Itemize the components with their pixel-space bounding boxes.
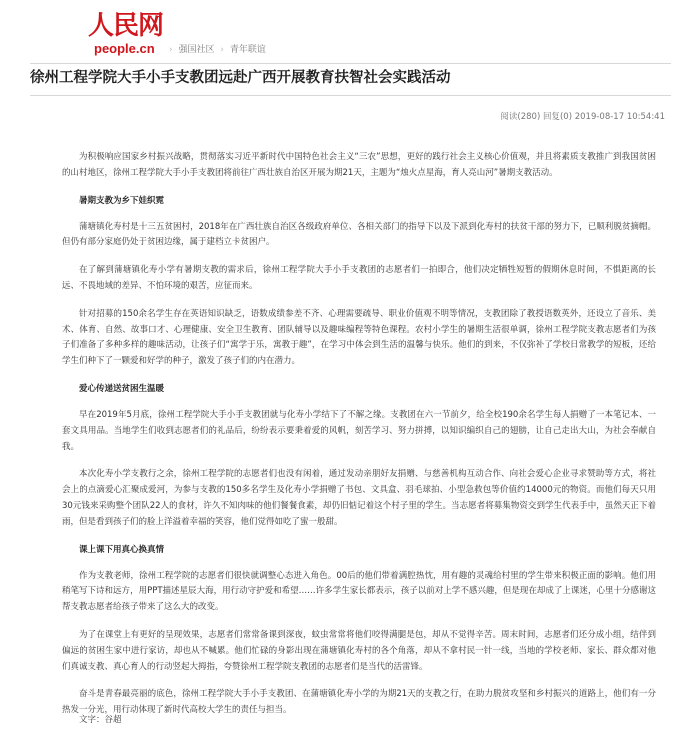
title-divider bbox=[30, 95, 671, 96]
article-paragraph: 早在2019年5月底，徐州工程学院大手小手支教团就与化寿小学结下了不解之缘。支教团在六一节前夕，给全校190余名学生每人捐赠了一本笔记本、一套文具用品。当地学生们收到志愿者们的礼品后，纷纷表示要秉着爱的风帆，刻苦学习、努力拼搏，以知识编织自己的翅膀，让自己走出大山，为社会奉献自我。 bbox=[62, 409, 656, 452]
logo-english-text: people.cn bbox=[94, 41, 155, 56]
site-header bbox=[0, 0, 699, 62]
breadcrumb-item-board[interactable]: 青年联谊 bbox=[229, 45, 266, 55]
article-footer bbox=[62, 713, 656, 727]
breadcrumb-separator-icon: › bbox=[220, 45, 224, 55]
article-meta: 阅读(280) 回复(0) 2019-08-17 10:54:41 bbox=[500, 112, 665, 122]
article-paragraph: 针对招募的150余名学生存在英语知识缺乏，语数成绩参差不齐、心理需要疏导、职业价值观不明等情况，支教团除了教授语数英外，还设立了音乐、美术、体育、自然、故事口才、心理健康、安全卫生教育、团队辅导以及趣味编程等特色课程。农村小学生的暑期生活很单调，徐州工程学院支教志愿者们为孩子们准备了多种多样的趣味活动，让孩子们“寓学于乐，寓教于趣”，在学习中体会到生活的温馨与快乐。他们的到来，不仅弥补了学校日常教学的短板，还给学生们种下了一颗爱和好学的种子，激发了孩子们的内在潜力。 bbox=[62, 308, 656, 367]
section-heading: 暑期支教为乡下娃织霓 bbox=[79, 195, 165, 206]
article-paragraph: 本次化寿小学支教行之余，徐州工程学院的志愿者们也没有闲着，通过发动亲朋好友捐赠、与慈善机构互动合作、向社会爱心企业寻求赞助等方式，将社会上的点滴爱心汇聚成爱河，为参与支教的150多名学生及化寿小学捐赠了书包、文具盒、羽毛球拍、小型急救包等价值约14000元的物资。而他们每天只用30元钱来采购整个团队22人的食材，许久不知肉味的他们餐餐食素，却仍旧惦记着这个村子里的学生。当志愿者将募集物资交到学生代表手中，虽然天正下着雨，但是看到孩子们的脸上洋溢着幸福的笑容，他们觉得如吃了蜜一般甜。 bbox=[62, 469, 656, 527]
article-paragraph: 奋斗是青春最亮丽的底色，徐州工程学院大手小手支教团、在蒲塘镇化寿小学的为期21天的支教之行，在助力脱贫攻坚和乡村振兴的道路上，他们有一分热发一分光，用行动体现了新时代高校大学生的责任与担当。 bbox=[62, 689, 656, 716]
article-title: 徐州工程学院大手小手支教团远赴广西开展教育扶智社会实践活动 bbox=[30, 70, 451, 86]
article-paragraph: 作为支教老师，徐州工程学院的志愿者们很快就调整心态进入角色。00后的他们带着满腔热忱，用有趣的灵魂给村里的学生带来积极正面的影响。他们用稍笔写下诗和远方，用PPT描述星辰大海，用行动守护爱和希望……许多学生家长都表示，孩子以前对上学不感兴趣，但是现在却成了上课迷，心里十分感谢这帮支教志愿者给孩子带来了这么大的改变。 bbox=[62, 570, 656, 613]
article-paragraph: 在了解到蒲塘镇化寿小学有暑期支教的需求后，徐州工程学院大手小手支教团的志愿者们一拍即合，他们决定牺牲短暂的假期休息时间，不惧距离的长远、不畏地域的差异、不怕环境的艰苦，应征而来。 bbox=[62, 265, 656, 291]
article-body bbox=[62, 150, 656, 731]
article-paragraph: 蒲塘镇化寿村是十三五贫困村，2018年在广西壮族自治区各级政府单位、各相关部门的指导下以及下派到化寿村的扶贫干部的努力下，已顺利脱贫摘帽。但仍有部分家庭仍处于贫困边缘，属于建档立卡贫困户。 bbox=[62, 221, 656, 248]
article-author: 文字：谷超 bbox=[79, 715, 122, 725]
section-heading: 课上课下用真心换真情 bbox=[79, 544, 165, 555]
section-heading: 爱心传递送贫困生温暖 bbox=[79, 383, 165, 394]
breadcrumb bbox=[169, 44, 269, 56]
logo-chinese-text: 人民网 bbox=[88, 11, 164, 41]
breadcrumb-item-forum[interactable]: 强国社区 bbox=[178, 45, 215, 55]
article-paragraph: 为了在课堂上有更好的呈现效果，志愿者们常常备课到深夜，蚊虫常常将他们咬得满腿是包，却从不觉得辛苦。周末时间，志愿者们还分成小组，结伴到偏远的贫困生家中进行家访，却也从不喊累。他们忙碌的身影出现在蒲塘镇化寿村的各个角落，却从不拿村民一针一线，当地的学校老师、家长、群众都对他们真诚支教、真心育人的行动竖起大拇指，夸赞徐州工程学院支教团的志愿者们是当代的活雷锋。 bbox=[62, 629, 656, 672]
article-paragraph: 为积极响应国家乡村振兴战略，贯彻落实习近平新时代中国特色社会主义“三农”思想，更好的践行社会主义核心价值观，并且将素质支教推广到我国贫困的山村地区，徐州工程学院大手小手支教团将前往广西壮族自治区开展为期21天，主题为“烛火点星海，育人亮山河”暑期支教活动。 bbox=[62, 152, 656, 178]
header-divider bbox=[30, 63, 671, 64]
people-logo[interactable] bbox=[88, 12, 166, 58]
breadcrumb-separator-icon: › bbox=[169, 45, 173, 55]
